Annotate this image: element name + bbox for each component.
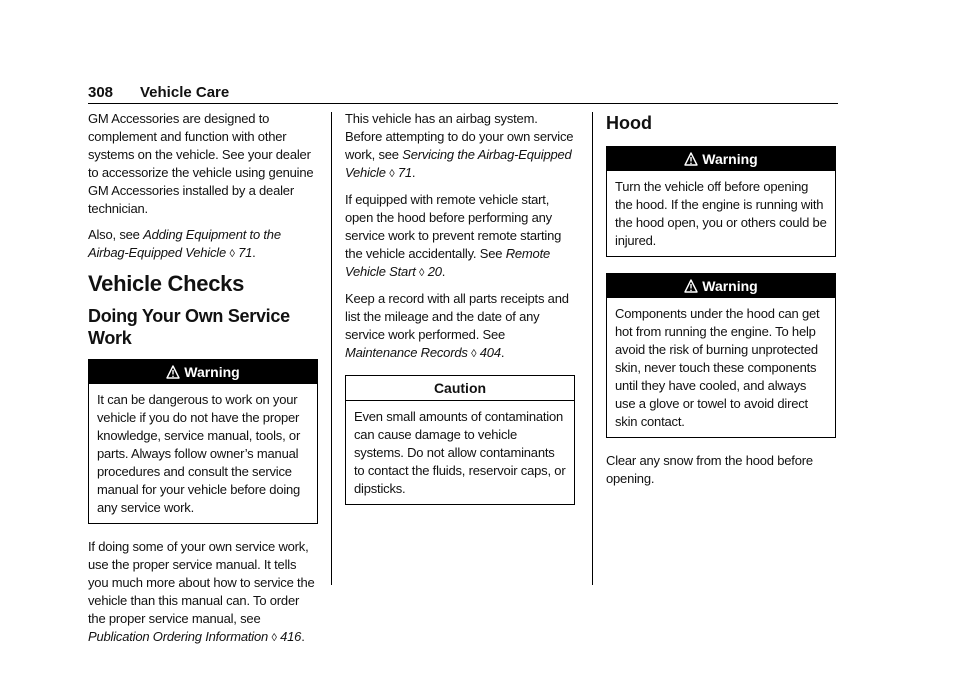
text: This vehicle has an airbag system. Before attempting to do your own service work, see [345,111,574,162]
page-ref-icon: ◊ [471,348,477,360]
section-heading: Hood [606,113,652,133]
paragraph: If equipped with remote vehicle start, open the hood before performing any service work to prevent remote starting the vehicle accidentally. See Remote Vehicle Start ◊ 20. [345,192,562,279]
column-divider [592,112,593,585]
page-ref-icon: ◊ [419,267,425,279]
text: Also, see [88,227,144,242]
warning-label: Warning [184,364,240,380]
warning-header [89,360,317,384]
cross-reference-link[interactable]: Maintenance Records [345,345,468,360]
cross-reference-link[interactable]: Publication Ordering Information [88,629,269,644]
page-ref[interactable]: 404 [479,345,501,360]
paragraph: Clear any snow from the hood before opening. [606,453,813,486]
cross-reference-link[interactable]: Servicing the Airbag-Equipped Vehicle [345,147,572,180]
warning-icon [166,365,180,379]
warning-icon [684,152,698,166]
caution-text: Even small amounts of contamination can cause damage to vehicle systems. Do not allow contaminants to contact the fluids, reservoir caps, or dipsticks. [354,409,566,496]
column-1 [88,110,318,655]
page-ref[interactable]: 71 [397,165,412,180]
warning-box [88,359,318,524]
page-ref[interactable]: 416 [280,629,302,644]
section-title: Vehicle Care [140,84,230,101]
warning-icon [684,279,698,293]
header-rule [88,103,838,104]
subsection-heading: Doing Your Own Service Work [88,306,290,348]
section-heading: Vehicle Checks [88,271,245,296]
page-header [88,84,838,104]
warning-header [607,147,835,171]
caution-box [345,375,575,505]
text: If equipped with remote vehicle start, open the hood before performing any service work to prevent remote starting the vehicle accidentally. See [345,192,562,261]
cross-reference-link[interactable]: Remote Vehicle Start [345,246,551,279]
paragraph: This vehicle has an airbag system. Before attempting to do your own service work, see Servicing the Airbag-Equipped Vehicle ◊ 71. [345,111,574,180]
warning-label: Warning [702,278,758,294]
warning-header [607,274,835,298]
paragraph: GM Accessories are designed to complement and function with other systems on the vehicle. See your dealer to accessorize the vehicle using genuine GM Accessories installed by a dealer technician. [88,111,314,216]
text: If doing some of your own service work, use the proper service manual. It tells you much more about how to service the vehicle than this manual can. To order the proper service manual, see [88,539,315,626]
warning-box [606,273,836,438]
warning-text: Components under the hood can get hot from running the engine. To help avoid the risk of burning unprotected skin, never touch these components until they have cooled, and always use a glove or towel to avoid direct skin contact. [615,306,820,429]
warning-text: Turn the vehicle off before opening the hood. If the engine is running with the hood open, you or others could be injured. [615,179,827,248]
page-ref[interactable]: 71 [238,245,253,260]
page-ref[interactable]: 20 [427,264,442,279]
paragraph: If doing some of your own service work, use the proper service manual. It tells you much more about how to service the vehicle than this manual can. To order the proper service manual, see Publication Ordering Information ◊ 416. [88,539,315,644]
warning-box [606,146,836,257]
page-ref-icon: ◊ [229,248,235,260]
page-ref-icon: ◊ [389,168,395,180]
paragraph: Also, see Adding Equipment to the Airbag-Equipped Vehicle ◊ 71. [88,227,281,260]
column-3 [606,110,836,496]
warning-text: It can be dangerous to work on your vehicle if you do not have the proper knowledge, service manual, tools, or parts. Always follow owner’s manual procedures and consult the service manual for your vehicle before doing any service work. [97,392,301,515]
paragraph: Keep a record with all parts receipts and list the mileage and the date of any service work performed. See Maintenance Records ◊ 404. [345,291,569,360]
caution-label: Caution [346,376,574,401]
column-2 [345,110,575,519]
text: Keep a record with all parts receipts and list the mileage and the date of any service work performed. See [345,291,569,342]
page-number: 308 [88,84,114,101]
warning-label: Warning [702,151,758,167]
page-ref-icon: ◊ [271,632,277,644]
column-divider [331,112,332,585]
cross-reference-link[interactable]: Adding Equipment to the Airbag-Equipped Vehicle [88,227,281,260]
